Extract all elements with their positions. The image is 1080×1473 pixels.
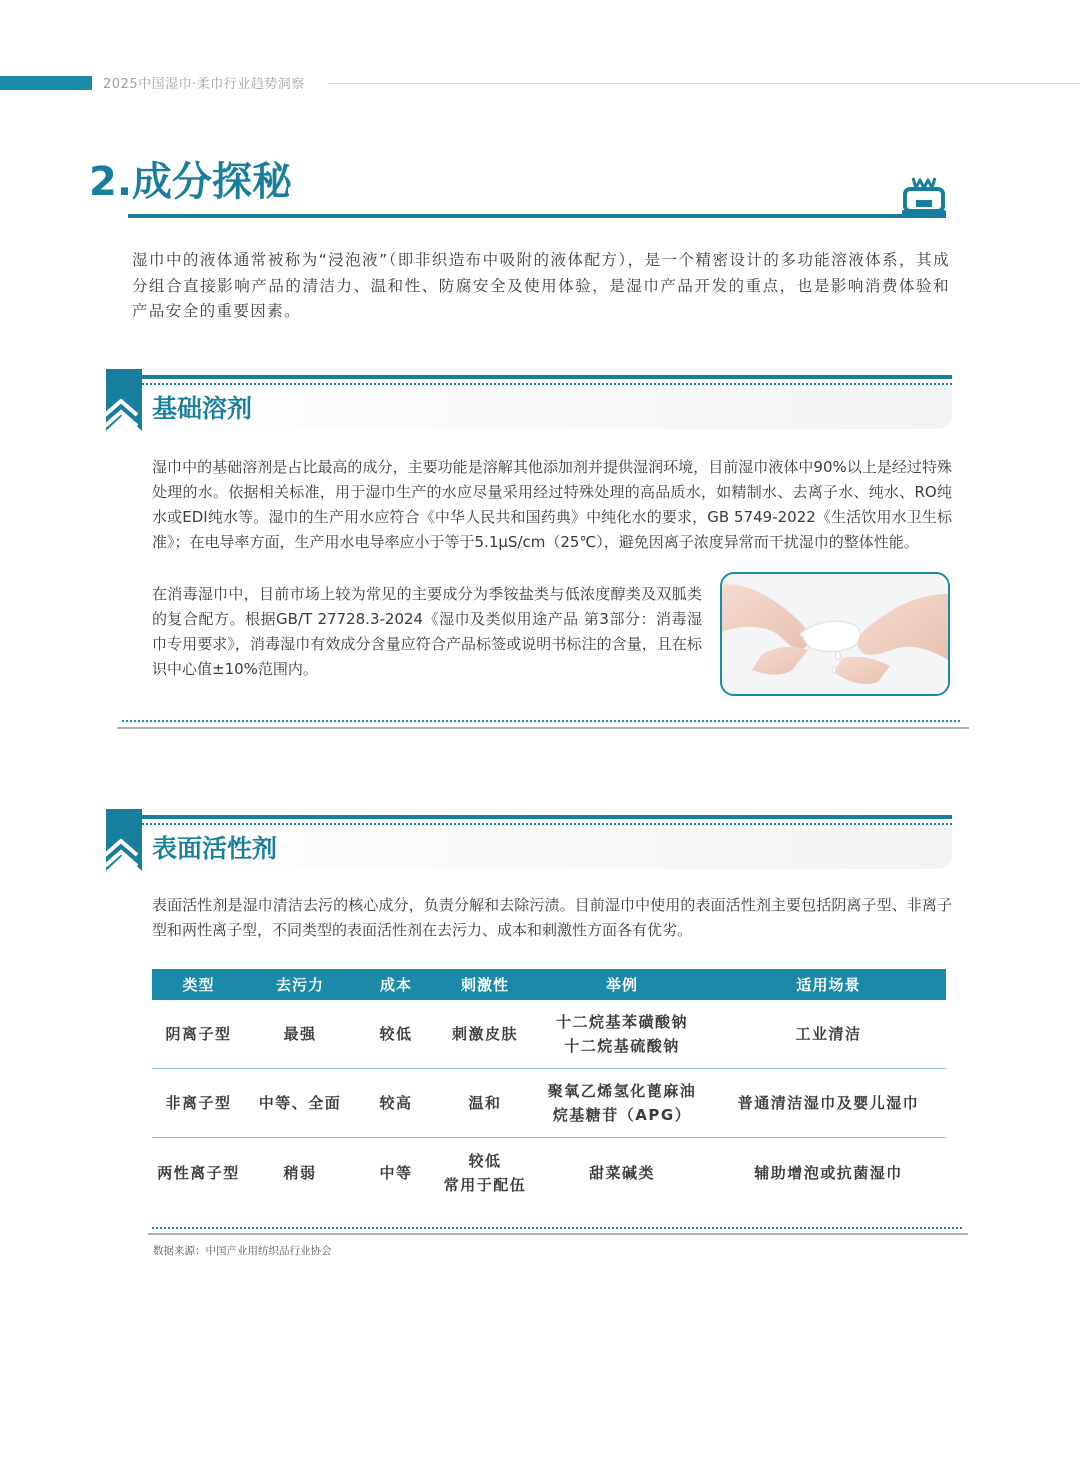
cost-cell: 中等 (379, 1164, 413, 1182)
cleaning-cell: 中等、全面 (245, 1069, 355, 1138)
table-divider-dotted (152, 1227, 962, 1229)
irritation-cell: 温和 (437, 1069, 533, 1138)
wet-wipe-pack-icon (900, 174, 948, 218)
chevron-up-icon (102, 369, 142, 431)
cost-cell: 较低 (355, 1000, 437, 1069)
cost-cell: 较高 (355, 1069, 437, 1138)
column-header: 去污力 (245, 969, 355, 1000)
type-cell: 阴离子型 (152, 1000, 245, 1069)
cleaning-cell: 稍弱 (283, 1164, 317, 1182)
intro-paragraph: 湿巾中的液体通常被称为“浸泡液”（即非织造布中吸附的液体配方），是一个精密设计的多功能溶液体系，其成分组合直接影响产品的清洁力、温和性、防腐安全及使用体验，是湿巾产品开发的重点，也是影响消费体验和产品安全的重要因素。 (132, 251, 950, 320)
solvent-paragraph-2: 在消毒湿巾中，目前市场上较为常见的主要成分为季铵盐类与低浓度醇类及双胍类的复合配方。根据GB/T 27728.3-2024《湿巾及类似用途产品 第3部分：消毒湿巾专用要求》，消毒湿巾有效成分含量应符合产品标签或说明书标注的含量，且在标识中心值±10%范围内。 (152, 585, 702, 678)
section-title: 基础溶剂 (152, 394, 253, 423)
section-divider-dotted (122, 720, 960, 722)
solvent-paragraph-1: 湿巾中的基础溶剂是占比最高的成分，主要功能是溶解其他添加剂并提供湿润环境，目前湿巾液体中90%以上是经过特殊处理的水。依据相关标准，用于湿巾生产的水应尽量采用经过特殊处理的高品质水，如精制水、去离子水、纯水、RO纯水或EDI纯水等。湿巾的生产用水应符合《中华人民共和国药典》中纯化水的要求，GB 5749-2022《生活饮用水卫生标准》；在电导率方面，生产用水电导率应小于等于5.1μS/cm（25℃），避免因离子浓度异常而干扰湿巾的整体性能。 (152, 458, 952, 551)
wipe-hands-photo (720, 572, 950, 696)
irritation-cell: 刺激皮肤 (437, 1000, 533, 1069)
surfactant-paragraph: 表面活性剂是湿巾清洁去污的核心成分，负责分解和去除污渍。目前湿巾中使用的表面活性剂主要包括阴离子型、非离子型和两性离子型，不同类型的表面活性剂在去污力、成本和刺激性方面各有优劣。 (152, 896, 952, 939)
surfactant-table (152, 969, 946, 1208)
running-title: 2025中国湿巾·柔巾行业趋势洞察 (103, 77, 305, 92)
irritation-cell: 较低 常用于配伍 (443, 1152, 527, 1194)
section-header-surfactant (102, 809, 954, 871)
column-header: 刺激性 (437, 969, 533, 1000)
header-accent-bar (0, 76, 92, 90)
type-cell: 非离子型 (152, 1069, 245, 1138)
example-cell: 甜菜碱类 (588, 1164, 655, 1182)
example-cell: 聚氧乙烯氢化蓖麻油 烷基糖苷（APG） (533, 1069, 711, 1138)
data-source-note: 数据来源：中国产业用纺织品行业协会 (153, 1245, 332, 1257)
title-underline (128, 214, 946, 218)
cleaning-cell: 最强 (245, 1000, 355, 1069)
table-row (152, 1000, 946, 1069)
scenario-cell: 普通清洁湿巾及婴儿湿巾 (711, 1069, 946, 1138)
table-header-row (152, 969, 946, 1000)
column-header: 成本 (355, 969, 437, 1000)
section-divider (117, 727, 969, 729)
section-header-solvent (102, 369, 954, 431)
scenario-cell: 辅助增泡或抗菌湿巾 (754, 1164, 903, 1182)
column-header: 举例 (533, 969, 711, 1000)
page-title: 2.成分探秘 (89, 159, 293, 205)
table-row (152, 1138, 946, 1209)
scenario-cell: 工业清洁 (711, 1000, 946, 1069)
table-divider (148, 1233, 968, 1235)
chevron-up-icon (102, 809, 142, 871)
table-row (152, 1069, 946, 1138)
section-title: 表面活性剂 (152, 834, 278, 863)
example-cell: 十二烷基苯磺酸钠 十二烷基硫酸钠 (533, 1000, 711, 1069)
header-rule (328, 83, 1080, 84)
column-header: 类型 (152, 969, 245, 1000)
column-header: 适用场景 (711, 969, 946, 1000)
type-cell: 两性离子型 (157, 1164, 240, 1182)
